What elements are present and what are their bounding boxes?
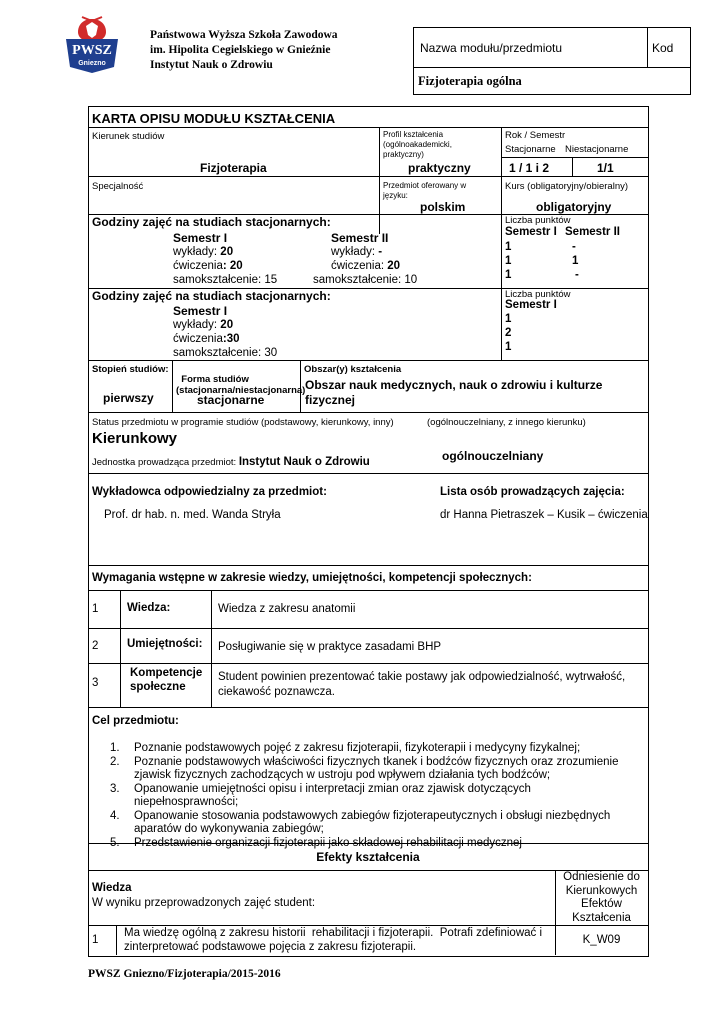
lecturer-label: Wykładowca odpowiedzialny za przedmiot: — [92, 486, 327, 498]
prereq-1-category: Wiedza: — [127, 602, 171, 614]
prereq-2-description: Posługiwanie się w praktyce zasadami BHP — [218, 641, 442, 653]
points-stationary-h1: Semestr I — [505, 226, 557, 238]
language-value: polskim — [420, 200, 466, 214]
hours-sem1-exercises-value: : 20 — [222, 260, 243, 272]
points-stationary-r2-s2: 1 — [572, 255, 579, 267]
hours-sem2-lectures-value: - — [378, 246, 383, 258]
goal-item-2-text: Poznanie podstawowych właściwości fizycznych tkanek i bodźców fizycznych oraz zrozumienie zjawisk fizycznych zachodzących w ustroju pod wpływem działania tych bodźców; — [134, 755, 619, 781]
hours-sem1-self: samokształcenie: 15 — [173, 274, 278, 286]
area-value: Obszar nauk medycznych, nauk o zdrowiu i kulturze fizycznej — [305, 378, 603, 407]
status-value-2: ogólnouczelniany — [442, 449, 544, 463]
hours-sem1-lectures-value: 20 — [220, 246, 234, 258]
module-name-label: Nazwa modułu/przedmiotu — [420, 41, 563, 55]
code-label: Kod — [652, 41, 674, 55]
prereq-3-description: Student powinien prezentować takie postawy jak odpowiedzialność, wytrwałość, ciekawość poznawcza. — [218, 671, 626, 698]
logo-text: PWSZ — [72, 43, 112, 58]
study-form-value: stacjonarne — [197, 393, 265, 407]
prereq-2-num: 2 — [92, 640, 99, 652]
goal-item-5-text: Przedstawienie organizacji fizjoterapii jako składowej rehabilitacji medycznej — [134, 836, 522, 849]
goal-item-3-text: Opanowanie umiejętności opisu i interpretacji zmian oraz zjawisk dotyczących niepełnosprawności; — [134, 782, 531, 808]
goal-item-3: 3. Opanowanie umiejętności opisu i interpretacji zmian oraz zjawisk dotyczących niepełnosprawności; — [110, 783, 630, 810]
institution-line-1: Państwowa Wyższa Szkoła Zawodowa — [150, 29, 338, 41]
degree-label: Stopień studiów: — [92, 364, 169, 375]
points-stationary-r3-s2: - — [575, 269, 579, 281]
prereq-3-category: Kompetencje społeczne — [130, 667, 203, 693]
status-value: Kierunkowy — [92, 430, 178, 447]
card-title: KARTA OPISU MODUŁU KSZTAŁCENIA — [92, 111, 336, 126]
specialty-label: Specjalność — [92, 181, 144, 192]
unit-value: Instytut Nauk o Zdrowiu — [238, 456, 370, 468]
goal-item-4: 4. Opanowanie stosowania podstawowych zabiegów fizjoterapeutycznych i obsługi niezbędnych aparatów do wykonywania zabiegów; — [110, 810, 630, 837]
points-stationary-r1-s1: 1 — [505, 241, 512, 253]
hours-sem1-title: Semestr I — [173, 231, 228, 245]
effects-knowledge-sub: W wyniku przeprowadzonych zajęć student: — [92, 897, 316, 909]
hours-sem2-exercises-label: ćwiczenia: — [331, 260, 388, 272]
study-form-label — [176, 363, 305, 396]
field-of-study-value: Fizjoterapia — [200, 161, 267, 175]
stationary-label: Stacjonarne — [505, 144, 556, 155]
points-nonstationary-r1: 1 — [505, 313, 512, 325]
goal-item-4-text: Opanowanie stosowania podstawowych zabiegów fizjoterapeutycznych i obsługi niezbędnych aparatów do wykonywania zabiegów; — [134, 809, 611, 835]
points-stationary-r2-s1: 1 — [505, 255, 512, 267]
institution-line-3: Instytut Nauk o Zdrowiu — [150, 59, 273, 71]
logo-subtext: Gniezno — [78, 60, 106, 67]
area-label: Obszar(y) kształcenia — [304, 364, 402, 375]
prerequisites-title: Wymagania wstępne w zakresie wiedzy, umiejętności, kompetencji społecznych: — [92, 572, 532, 584]
hours-sem2-title: Semestr II — [331, 231, 389, 245]
prereq-2-category: Umiejętności: — [127, 638, 203, 650]
hours-sem2-lectures-label: wykłady: — [331, 246, 379, 258]
effects-knowledge-title: Wiedza — [92, 882, 132, 894]
points-nonstationary-label: Liczba punktów — [505, 289, 571, 300]
hours-sem2-exercises-value: 20 — [387, 260, 401, 272]
goals-title: Cel przedmiotu: — [92, 715, 179, 727]
stationary-year-value: 1 / 1 i 2 — [509, 161, 550, 175]
effect-1-num: 1 — [92, 934, 99, 946]
prereq-1-description: Wiedza z zakresu anatomii — [218, 603, 356, 615]
goals-list — [110, 742, 630, 850]
points-nonstationary-h1: Semestr I — [505, 299, 557, 311]
prereq-1-num: 1 — [92, 603, 99, 615]
unit-label: Jednostka prowadząca przedmiot: — [92, 457, 239, 468]
profile-label: Profil kształcenia (ogólnoakademicki, praktyczny) — [383, 130, 452, 159]
points-stationary-label: Liczba punktów — [505, 215, 571, 226]
goal-item-1-text: Poznanie podstawowych pojęć z zakresu fizjoterapii, fizykoterapii i medycyny fizykalnej; — [134, 742, 581, 754]
points-stationary-r1-s2: - — [572, 241, 576, 253]
hours-nonstationary-title: Godziny zajęć na studiach stacjonarnych: — [92, 289, 331, 303]
hours-ns-sem1-lectures-value: 20 — [220, 319, 234, 331]
nonstationary-year-value: 1/1 — [597, 161, 614, 175]
hours-sem1-lectures — [173, 246, 233, 258]
goal-item-2: 2. Poznanie podstawowych właściwości fizycznych tkanek i bodźców fizycznych oraz zrozumienie zjawisk fizycznych zachodzących w ustroju pod wpływem działania tych bodźców; — [110, 756, 630, 783]
institution-name — [150, 28, 338, 73]
points-stationary-r3-s1: 1 — [505, 269, 512, 281]
hours-ns-sem1-lectures — [173, 319, 233, 331]
instructors-label: Lista osób prowadzących zajęcia: — [440, 486, 625, 498]
effect-1-ref: K_W09 — [582, 934, 621, 946]
effects-title: Efekty kształcenia — [316, 850, 420, 864]
course-type-label: Kurs (obligatoryjny/obieralny) — [505, 181, 629, 192]
field-of-study-label: Kierunek studiów — [92, 131, 165, 142]
hours-sem2-exercises — [331, 260, 400, 272]
hours-ns-sem1-title: Semestr I — [173, 304, 228, 318]
status-label-2: (ogólnouczelniany, z innego kierunku) — [427, 417, 586, 428]
footer-text: PWSZ Gniezno/Fizjoterapia/2015-2016 — [88, 968, 281, 980]
goal-item-5: 5. Przedstawienie organizacji fizjoterapii jako składowej rehabilitacji medycznej — [110, 837, 630, 851]
lecturer-value: Prof. dr hab. n. med. Wanda Stryła — [104, 509, 281, 521]
language-label: Przedmiot oferowany w języku: — [383, 181, 467, 200]
course-type-value: obligatoryjny — [536, 200, 612, 214]
hours-ns-sem1-exercises-value: :30 — [222, 333, 240, 345]
status-label: Status przedmiotu w programie studiów (podstawowy, kierunkowy, inny) — [92, 417, 394, 428]
effects-ref-header: Odniesienie do Kierunkowych Efektów Kształcenia — [563, 871, 640, 924]
hours-sem2-self: samokształcenie: 10 — [313, 274, 418, 286]
hours-ns-sem1-self: samokształcenie: 30 — [173, 347, 278, 359]
hours-stationary-title: Godziny zajęć na studiach stacjonarnych: — [92, 215, 331, 229]
hours-ns-sem1-lectures-label: wykłady: — [173, 319, 221, 331]
nonstationary-label: Niestacjonarne — [565, 144, 629, 155]
pwsz-logo — [62, 15, 122, 75]
hours-sem1-lectures-label: wykłady: — [173, 246, 221, 258]
hours-sem1-exercises-label: ćwiczenia — [173, 260, 223, 272]
instructors-value: dr Hanna Pietraszek – Kusik – ćwiczenia — [440, 509, 648, 521]
prereq-3-num: 3 — [92, 677, 99, 689]
hours-ns-sem1-exercises — [173, 333, 239, 345]
hours-sem2-lectures — [331, 246, 382, 258]
hours-ns-sem1-exercises-label: ćwiczenia — [173, 333, 223, 345]
year-semester-label: Rok / Semestr — [505, 130, 566, 141]
profile-value: praktyczny — [408, 161, 471, 175]
hours-sem1-exercises — [173, 260, 243, 272]
points-stationary-h2: Semestr II — [565, 226, 620, 238]
study-form-label-text: Forma studiów (stacjonarna/niestacjonarna) — [176, 374, 306, 396]
degree-value: pierwszy — [103, 391, 154, 405]
unit-row — [92, 452, 370, 470]
points-nonstationary-r3: 1 — [505, 341, 512, 353]
goal-item-1: 1. Poznanie podstawowych pojęć z zakresu fizjoterapii, fizykoterapii i medycyny fizykalnej; — [110, 742, 630, 756]
effect-1-text: Ma wiedzę ogólną z zakresu historii rehabilitacji i fizjoterapii. Potrafi zdefiniować i zinterpretować podstawowe pojęcia z zakresu fizjoterapii. — [124, 927, 543, 953]
points-nonstationary-r2: 2 — [505, 327, 512, 339]
institution-line-2: im. Hipolita Cegielskiego w Gnieźnie — [150, 44, 331, 56]
module-name-value: Fizjoterapia ogólna — [418, 74, 522, 88]
